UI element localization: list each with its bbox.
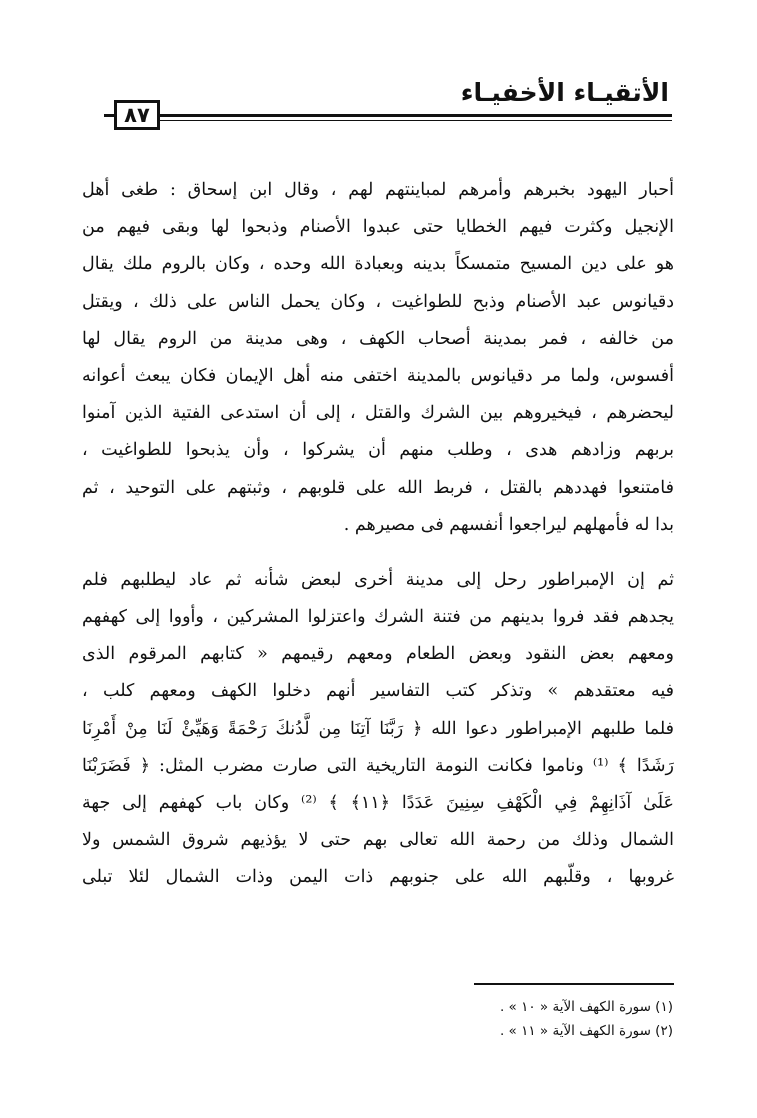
paragraph-1: [82, 172, 674, 544]
text-line: ثم إن الإمبراطور رحل إلى مدينة أخرى لبعض شأنه ثم عاد ليطلبهم فلم: [82, 569, 674, 590]
text-line: رَشَدًا ﴾ ⁽¹⁾ وناموا فكانت النومة التاريخية التى صارت مضرب المثل: ﴿ فَضَرَبْنَا: [82, 755, 674, 776]
text-line: فلما طلبهم الإمبراطور دعوا الله ﴿ رَبَّنَا آتِنَا مِن لَّدُنكَ رَحْمَةً وَهَيِّئْ لَنَا مِنْ أَمْرِنَا: [82, 718, 674, 739]
text-line: من خالفه ، فمر بمدينة أصحاب الكهف ، وهى مدينة من الروم يقال لها: [82, 328, 674, 349]
text-line: هو على دين المسيح متمسكاً بدينه وبعبادة الله وحده ، وكان بالروم ملك يقال: [82, 254, 674, 275]
paragraph-gap: [82, 544, 674, 562]
footnote-1: (١) سورة الكهف الآية « ١٠ » .: [499, 999, 673, 1015]
text-line: فامتنعوا فهددهم بالقتل ، فربط الله على قلوبهم ، وثبتهم على التوحيد ، ثم: [82, 477, 674, 498]
header-rule-right: [160, 114, 672, 117]
text-line: أحبار اليهود بخبرهم وأمرهم لمباينتهم لهم ، وقال ابن إسحاق : طغى أهل: [82, 180, 674, 200]
text-line: بربهم وزادهم هدى ، وطلب منهم أن يشركوا ، وأن يذبحوا للطواغيت ،: [82, 440, 674, 461]
text-line: غروبها ، وقلّبهم الله على جنوبهم ذات اليمن وذات الشمال لئلا تبلى: [82, 867, 674, 888]
text-line: بدا له فأمهلهم ليراجعوا أنفسهم فى مصيرهم .: [343, 514, 674, 535]
text-line: دقيانوس عبد الأصنام وذبح للطواغيت ، وكان يحمل الناس على ذلك ، ويقتل: [82, 291, 674, 312]
footnotes: [500, 995, 673, 1043]
text-line: أفسوس، ولما مر دقيانوس بالمدينة اختفى منه أهل الإيمان فكان يبعث أعوانه: [82, 365, 674, 386]
paragraph-2: [82, 562, 674, 897]
page-number: ٨٧: [114, 100, 160, 130]
text-line: فيه معتقدهم » وتذكر كتب التفاسير أنهم دخلوا الكهف ومعهم كلب ،: [82, 681, 674, 702]
footnote-2: (٢) سورة الكهف الآية « ١١ » .: [499, 1023, 673, 1039]
running-header-title: الأتقيـاء الأخفيـاء: [460, 78, 669, 107]
header-rule-left: [104, 114, 114, 117]
header-rule-thin: [160, 120, 672, 121]
text-line: ومعهم بعض النقود وبعض الطعام ومعهم رقيمهم « كتابهم المرقوم الذى: [82, 644, 674, 665]
body-text: [82, 172, 674, 897]
text-line: يجدهم فقد فروا بدينهم من فتنة الشرك واعتزلوا المشركين ، وأووا إلى كهفهم: [82, 607, 674, 628]
footnote-separator: [474, 983, 674, 985]
text-line: ليحضرهم ، فيخيروهم بين الشرك والقتل ، إلى أن استدعى الفتية الذين آمنوا: [82, 403, 674, 424]
text-line: عَلَىٰ آذَانِهِمْ فِي الْكَهْفِ سِنِينَ عَدَدًا ﴿١١﴾ ﴾ ⁽²⁾ وكان باب كهفهم إلى جهة: [82, 793, 674, 813]
text-line: الإنجيل وكثرت فيهم الخطايا حتى عبدوا الأصنام وذبحوا لها وبقى فيهم من: [82, 217, 674, 238]
text-line: الشمال وذلك من رحمة الله تعالى بهم حتى لا يؤذيهم شروق الشمس ولا: [82, 830, 674, 851]
